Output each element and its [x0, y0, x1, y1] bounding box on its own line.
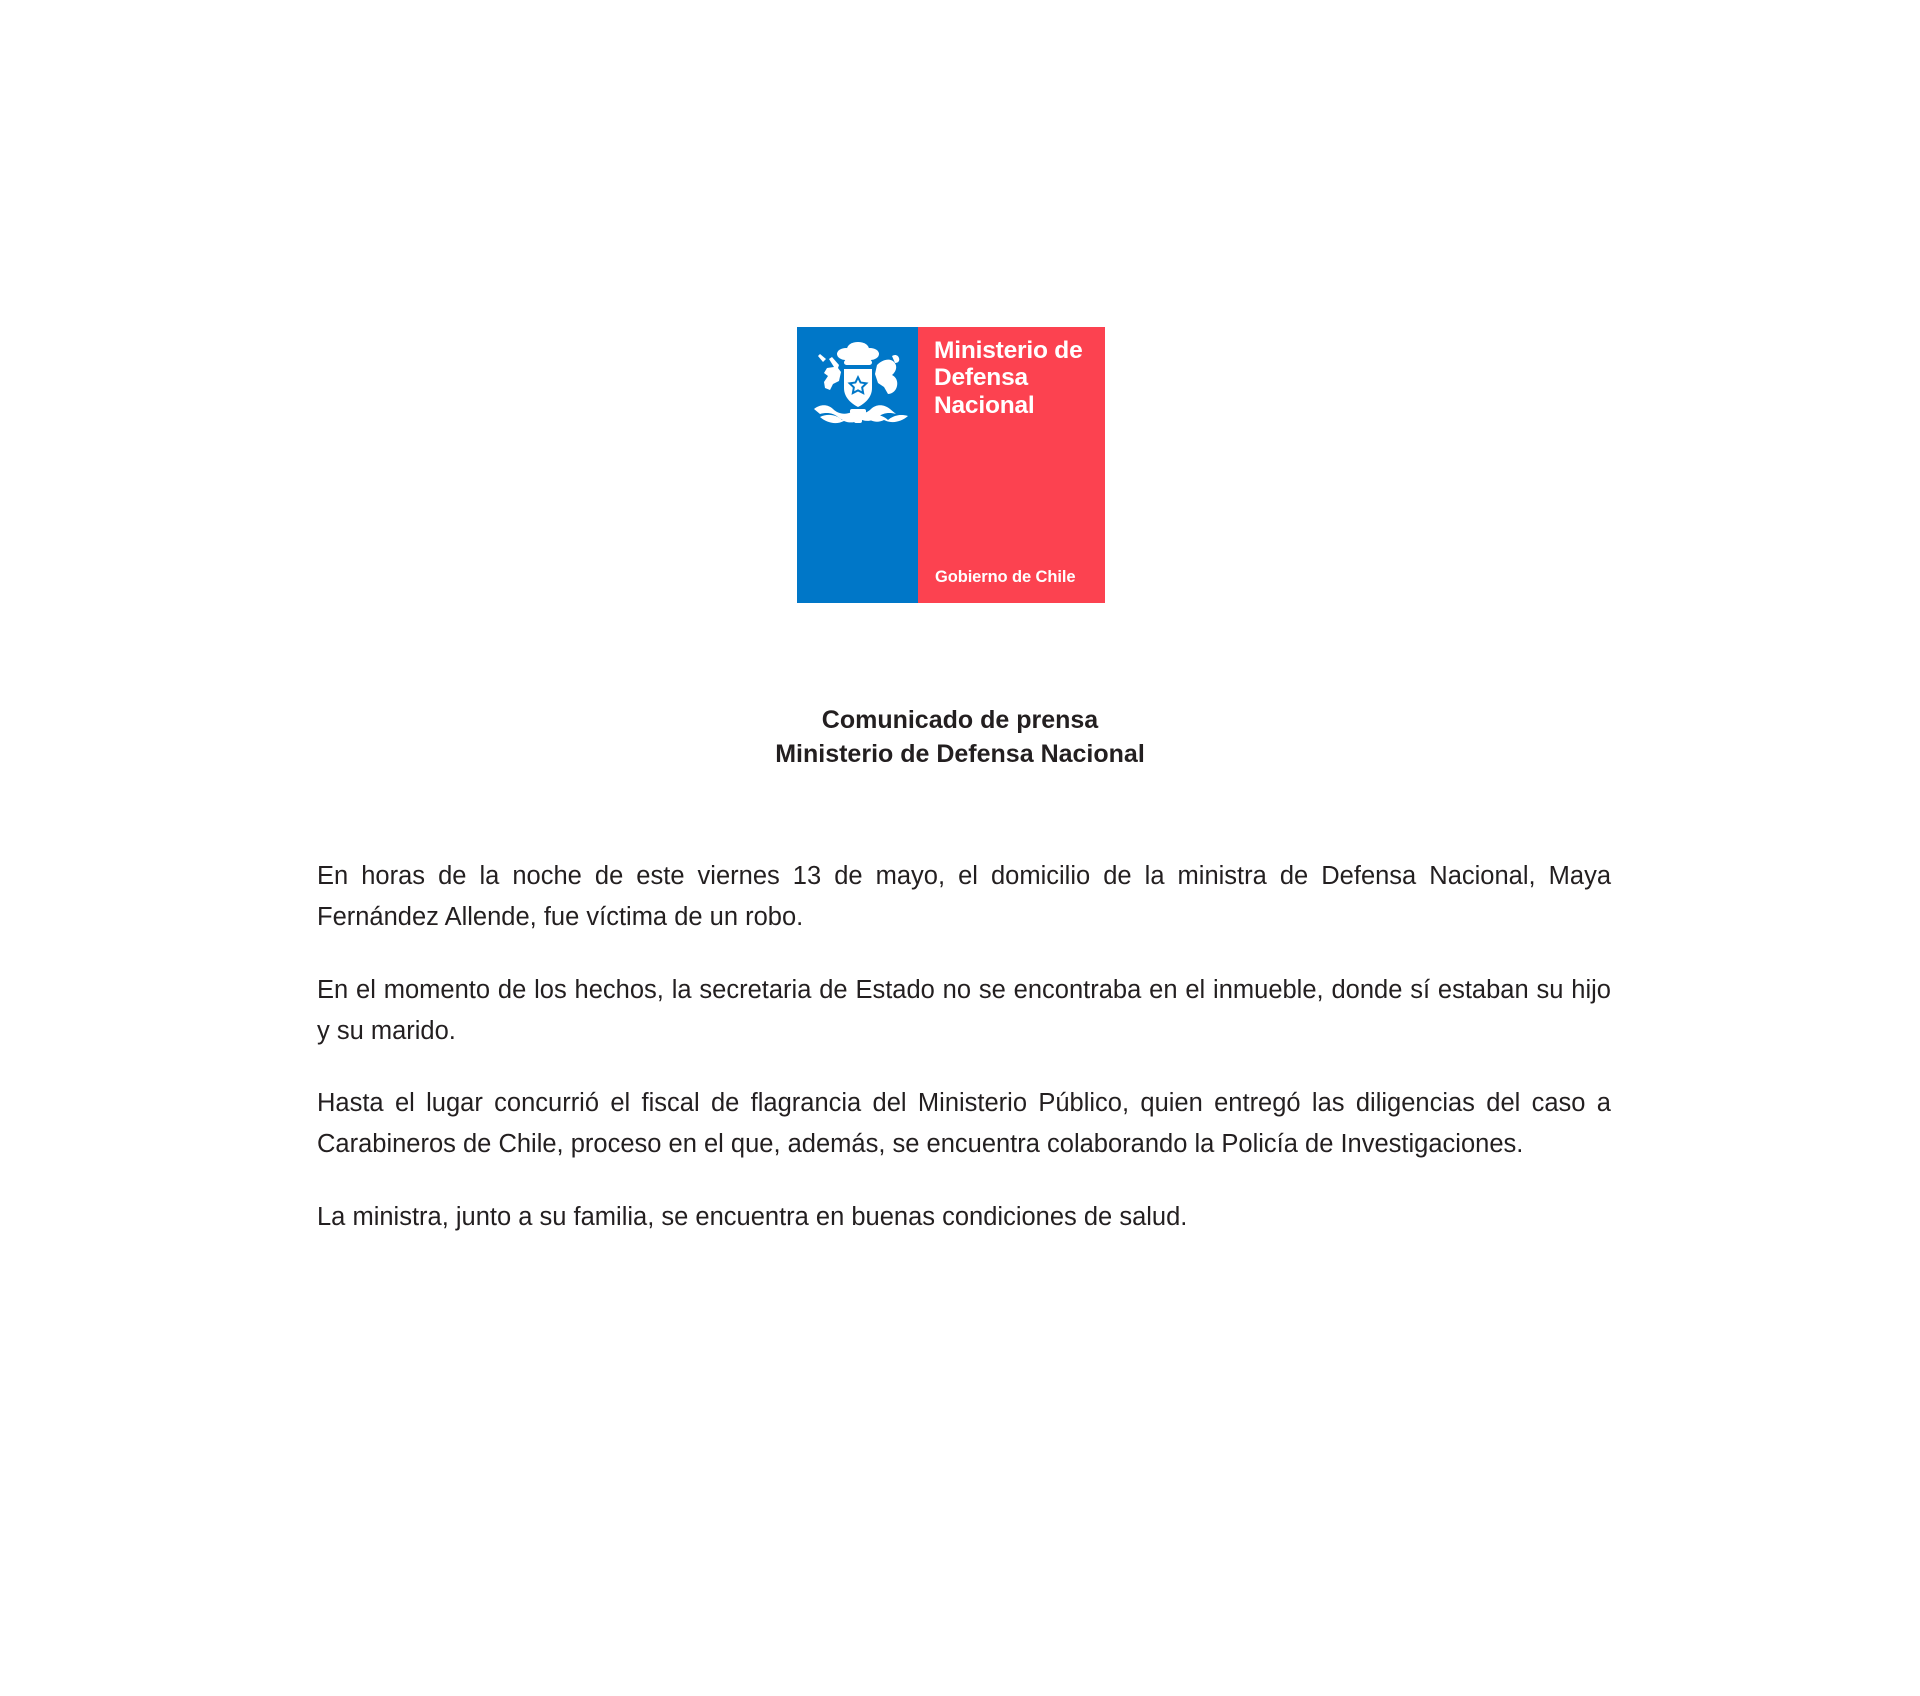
ministry-logo [797, 327, 1105, 603]
headline-line-1: Comunicado de prensa [821, 706, 1099, 734]
logo-title-line-2: Defensa [934, 364, 1028, 392]
body-paragraph-4: La ministra, junto a su familia, se encuentra en buenas condiciones de salud. [317, 1202, 1188, 1231]
logo-government-label: Gobierno de Chile [935, 568, 1076, 586]
logo-title-line-1: Ministerio de [934, 337, 1083, 364]
press-release-body [317, 856, 1611, 1238]
logo-title-line-3: Nacional [934, 391, 1035, 419]
logo-red-panel [918, 327, 1105, 603]
body-paragraph-3: Hasta el lugar concurrió el fiscal de flagrancia del Ministerio Público, quien entregó las diligencias del caso a Carabineros de Chile, proceso en el que, además, se encuentra colaborando la Policía de Investigaciones. [317, 1089, 1611, 1159]
headline-line-2: Ministerio de Defensa Nacional [775, 740, 1145, 768]
coat-of-arms-icon [806, 339, 910, 431]
body-paragraph-1: En horas de la noche de este viernes 13 de mayo, el domicilio de la ministra de Defensa Nacional, Maya Fernández Allende, fue víctima de un robo. [317, 862, 1611, 932]
body-paragraph-2: En el momento de los hechos, la secretaria de Estado no se encontraba en el inmueble, donde sí estaban su hijo y su marido. [317, 975, 1611, 1045]
logo-blue-panel [797, 327, 918, 603]
page-title [0, 703, 1920, 771]
logo-ministry-name [934, 337, 1099, 419]
